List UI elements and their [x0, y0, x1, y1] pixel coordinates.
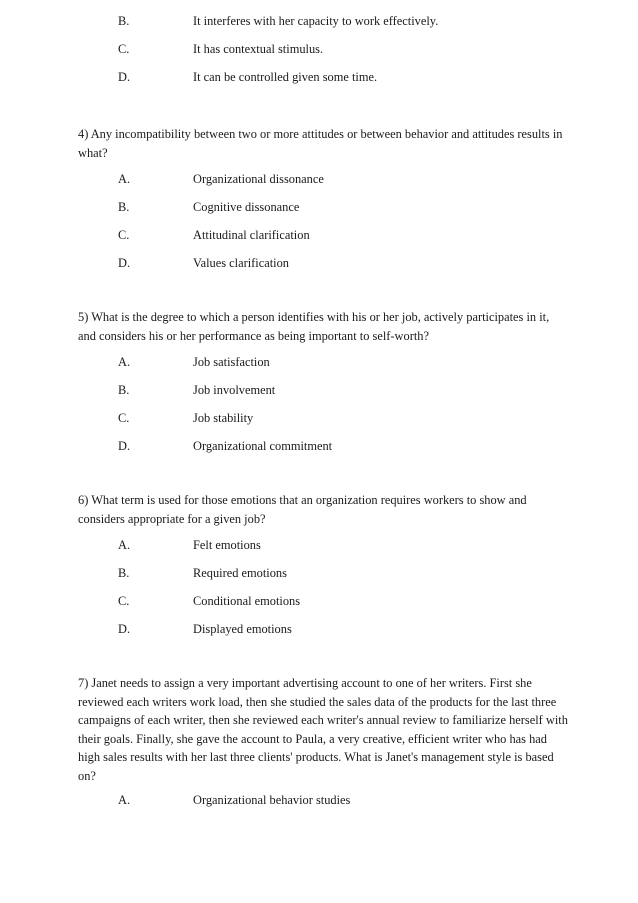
option-row: [0, 791, 638, 819]
option-letter: A.: [118, 355, 131, 369]
option-letter: D.: [118, 622, 131, 636]
question-text: 6) What term is used for those emotions that an organization requires workers to show and considers appropriate for a given job?: [78, 493, 527, 526]
option-letter: A.: [118, 793, 131, 807]
option-text: Values clarification: [193, 256, 289, 270]
question-text: 5) What is the degree to which a person identifies with his or her job, actively participates in it, and considers his or her performance as being important to self-worth?: [78, 310, 550, 343]
question-4-options: [0, 170, 638, 282]
option-row: [0, 620, 638, 648]
option-letter: C.: [118, 594, 130, 608]
option-row: [0, 564, 638, 592]
option-row: [0, 68, 638, 96]
option-letter: D.: [118, 70, 131, 84]
question-3-options: [0, 12, 638, 96]
question-7: [78, 674, 568, 793]
option-text: Felt emotions: [193, 538, 261, 552]
option-row: [0, 40, 638, 68]
question-4: [78, 125, 568, 170]
question-6: [78, 491, 568, 536]
option-row: [0, 409, 638, 437]
question-text: 4) Any incompatibility between two or more attitudes or between behavior and attitudes results in what?: [78, 127, 563, 160]
option-text: Job stability: [193, 411, 254, 425]
option-letter: D.: [118, 439, 131, 453]
option-letter: D.: [118, 256, 131, 270]
question-5-options: [0, 353, 638, 465]
option-text: Attitudinal clarification: [193, 228, 310, 242]
option-text: Conditional emotions: [193, 594, 301, 608]
option-text: It interferes with her capacity to work effectively.: [193, 14, 439, 28]
option-text: It can be controlled given some time.: [193, 70, 378, 84]
option-letter: A.: [118, 172, 131, 186]
option-letter: C.: [118, 42, 130, 56]
option-row: [0, 381, 638, 409]
option-text: Organizational behavior studies: [193, 793, 351, 807]
option-text: Organizational commitment: [193, 439, 333, 453]
option-text: Organizational dissonance: [193, 172, 324, 186]
option-text: Job involvement: [193, 383, 276, 397]
question-5: [78, 308, 568, 353]
option-text: Job satisfaction: [193, 355, 270, 369]
option-text: Displayed emotions: [193, 622, 292, 636]
option-row: [0, 170, 638, 198]
option-letter: B.: [118, 200, 130, 214]
question-text: 7) Janet needs to assign a very important advertising account to one of her writers. First she reviewed each writers work load, then she studied the sales data of the products for the last three campaigns of each writer, then she reviewed each writer's annual review to familiarize herself with their goals. Finally, she gave the account to Paula, a very creative, efficient writer who has had high sales results with her last three clients' products. What is Janet's management style is based on?: [78, 676, 568, 783]
option-row: [0, 12, 638, 40]
question-6-options: [0, 536, 638, 648]
option-row: [0, 254, 638, 282]
option-row: [0, 353, 638, 381]
option-row: [0, 226, 638, 254]
option-text: Required emotions: [193, 566, 287, 580]
option-letter: B.: [118, 14, 130, 28]
option-letter: A.: [118, 538, 131, 552]
option-letter: B.: [118, 566, 130, 580]
option-row: [0, 437, 638, 465]
option-letter: C.: [118, 411, 130, 425]
option-letter: C.: [118, 228, 130, 242]
option-row: [0, 592, 638, 620]
option-row: [0, 536, 638, 564]
option-text: Cognitive dissonance: [193, 200, 300, 214]
option-row: [0, 198, 638, 226]
option-letter: B.: [118, 383, 130, 397]
option-text: It has contextual stimulus.: [193, 42, 324, 56]
question-7-options: [0, 791, 638, 819]
